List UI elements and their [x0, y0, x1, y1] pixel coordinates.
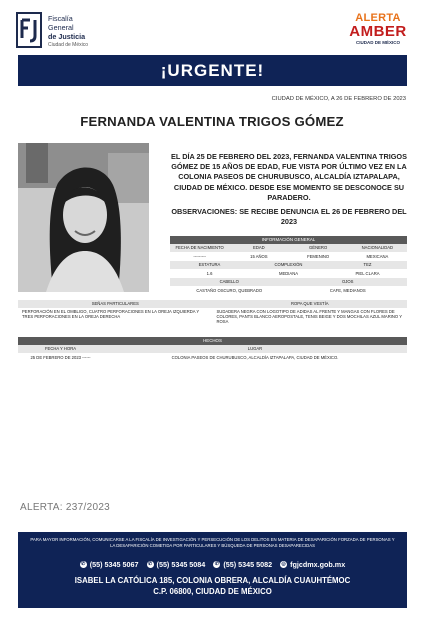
table-header-cell: ESTATURA	[198, 262, 221, 267]
table-header-cell: EDAD	[253, 245, 265, 250]
issue-date: CIUDAD DE MÉXICO, A 26 DE FEBRERO DE 2023	[271, 96, 406, 102]
table-header-cell: CABELLO	[219, 279, 239, 284]
table-header-cell: OJOS	[342, 279, 354, 284]
senas-particulares-value: PERFORACIÓN EN EL OMBLIGO, CUATRO PERFORACIONES EN LA OREJA IZQUIERDA Y TRES PERFORACIONES EN LA OREJA DERECHA	[22, 309, 200, 320]
person-photo	[18, 143, 149, 292]
phone-item	[147, 560, 206, 569]
table-header-cell: NACIONALIDAD	[361, 245, 394, 250]
fgj-name	[48, 14, 88, 50]
amber-line: AMBER	[349, 23, 407, 40]
table-row	[170, 278, 407, 286]
table-cell: CAFE, MEDIANOS	[329, 288, 366, 293]
senas-table	[18, 300, 407, 326]
footer	[18, 532, 407, 608]
urgente-banner	[18, 55, 407, 86]
table-header-cell: TEZ	[363, 262, 372, 267]
phone-icon: ✆	[214, 561, 219, 567]
fgj-logo-icon	[16, 12, 42, 48]
table-header-cell: GÉNERO	[309, 245, 328, 250]
table-row	[18, 345, 407, 353]
fgj-line: Ciudad de México	[48, 42, 89, 48]
hechos-title	[18, 337, 407, 345]
table-cell: MEXICANA	[366, 254, 389, 259]
table-row	[170, 269, 407, 278]
general-info-table	[170, 236, 407, 295]
address-line: C.P. 06800, CIUDAD DE MÉXICO	[153, 587, 272, 596]
table-row	[18, 308, 407, 326]
table-row	[170, 252, 407, 261]
table-row	[18, 300, 407, 308]
table-header-cell: FECHA DE NACIMIENTO	[175, 245, 224, 250]
contact-info: PARA MAYOR INFORMACIÓN, COMUNICARSE A LA FISCALÍA DE INVESTIGACIÓN Y PERSECUCIÓN DE LOS DELITOS EN MATERIA DE DESAPARICIÓN FORZADA DE PERSONAS Y LA DESAPARICIÓN COMETIDA POR PARTICULARES Y BÚSQUEDA DE PERSONAS DESAPARECIDAS	[30, 537, 395, 548]
hechos-table	[18, 337, 407, 362]
portrait-image	[18, 143, 149, 292]
table-header-cell: ROPA QUE VESTÍA	[290, 301, 329, 306]
phone-list	[18, 560, 407, 569]
phone-number: (55) 5345 5067	[89, 560, 139, 569]
website-item	[280, 560, 345, 569]
phone-icon: ✆	[81, 561, 86, 567]
fgj-line: General	[48, 23, 74, 32]
amber-line: ALERTA	[355, 12, 401, 24]
table-row	[18, 353, 407, 362]
address-line: ISABEL LA CATÓLICA 185, COLONIA OBRERA, ALCALDÍA CUAUHTÉMOC	[74, 576, 351, 585]
phone-number: (55) 5345 5082	[223, 560, 273, 569]
general-info-title	[170, 236, 407, 244]
website-link: fgjcdmx.gob.mx	[290, 560, 346, 569]
phone-item	[213, 560, 272, 569]
table-header-cell: SEÑAS PARTICULARES	[91, 301, 139, 306]
table-cell: MEDIANA	[278, 271, 299, 276]
phone-icon: ✆	[147, 561, 153, 567]
table-cell: 1.6	[206, 271, 213, 276]
phone-item	[80, 560, 139, 569]
alerta-number: ALERTA: 237/2023	[20, 502, 111, 513]
table-header-cell: FECHA Y HORA	[44, 346, 77, 351]
table-row	[170, 244, 407, 252]
amber-line: CIUDAD DE MÉXICO	[355, 40, 400, 45]
table-cell: 15 AÑOS	[250, 254, 268, 259]
table-row	[170, 261, 407, 269]
person-name: FERNANDA VALENTINA TRIGOS GÓMEZ	[80, 114, 344, 129]
banner-title: ¡URGENTE!	[160, 60, 265, 80]
header	[0, 0, 424, 58]
table-title: HECHOS	[203, 338, 222, 343]
phone-number: (55) 5345 5084	[156, 560, 206, 569]
table-title: INFORMACIÓN GENERAL	[261, 237, 316, 242]
fgj-line: Fiscalía	[48, 14, 73, 23]
table-cell: COLONIA PASEOS DE CHURUBUSCO, ALCALDÍA IZTAPALAPA, CIUDAD DE MÉXICO.	[171, 355, 339, 360]
ropa-value: SUDADERA NEGRA CON LOGOTIPO DE ADIDAS AL FRENTE Y MANGAS CON FLORES DE COLORES, PANTS BLANCO AEROPOSTALE, TENIS BEIGE Y DOS MOCHILAS AZUL MARINO Y ROSA	[216, 309, 402, 325]
table-header-cell: COMPLEXIÓN	[274, 262, 303, 267]
alerta-amber-logo	[346, 12, 410, 52]
table-cell: 25 DE FEBRERO DE 2023 ------	[30, 355, 91, 360]
table-cell: CASTAÑO OSCURO, QUEBRADO	[196, 288, 263, 293]
globe-icon: ◎	[281, 561, 286, 567]
observations: OBSERVACIONES: SE RECIBE DENUNCIA EL 26 DE FEBRERO DEL 2023	[171, 207, 407, 226]
table-cell: ---------	[193, 254, 206, 259]
fgj-line: de Justicia	[48, 32, 86, 41]
table-header-cell: LUGAR	[247, 346, 263, 351]
case-description: EL DÍA 25 DE FEBRERO DEL 2023, FERNANDA VALENTINA TRIGOS GÓMEZ DE 15 AÑOS DE EDAD, FUE VISTA POR ÚLTIMO VEZ EN LA COLONIA PASEOS DE CHURUBUSCO, ALCALDÍA IZTAPALAPA, CIUDAD DE MÉXICO. DESDE ESE MOMENTO SE DESCONOCE SU PARADERO.	[171, 152, 407, 202]
table-row	[170, 286, 407, 295]
table-cell: FEMENINO	[307, 254, 330, 259]
table-cell: PIEL CLARA	[355, 271, 380, 276]
